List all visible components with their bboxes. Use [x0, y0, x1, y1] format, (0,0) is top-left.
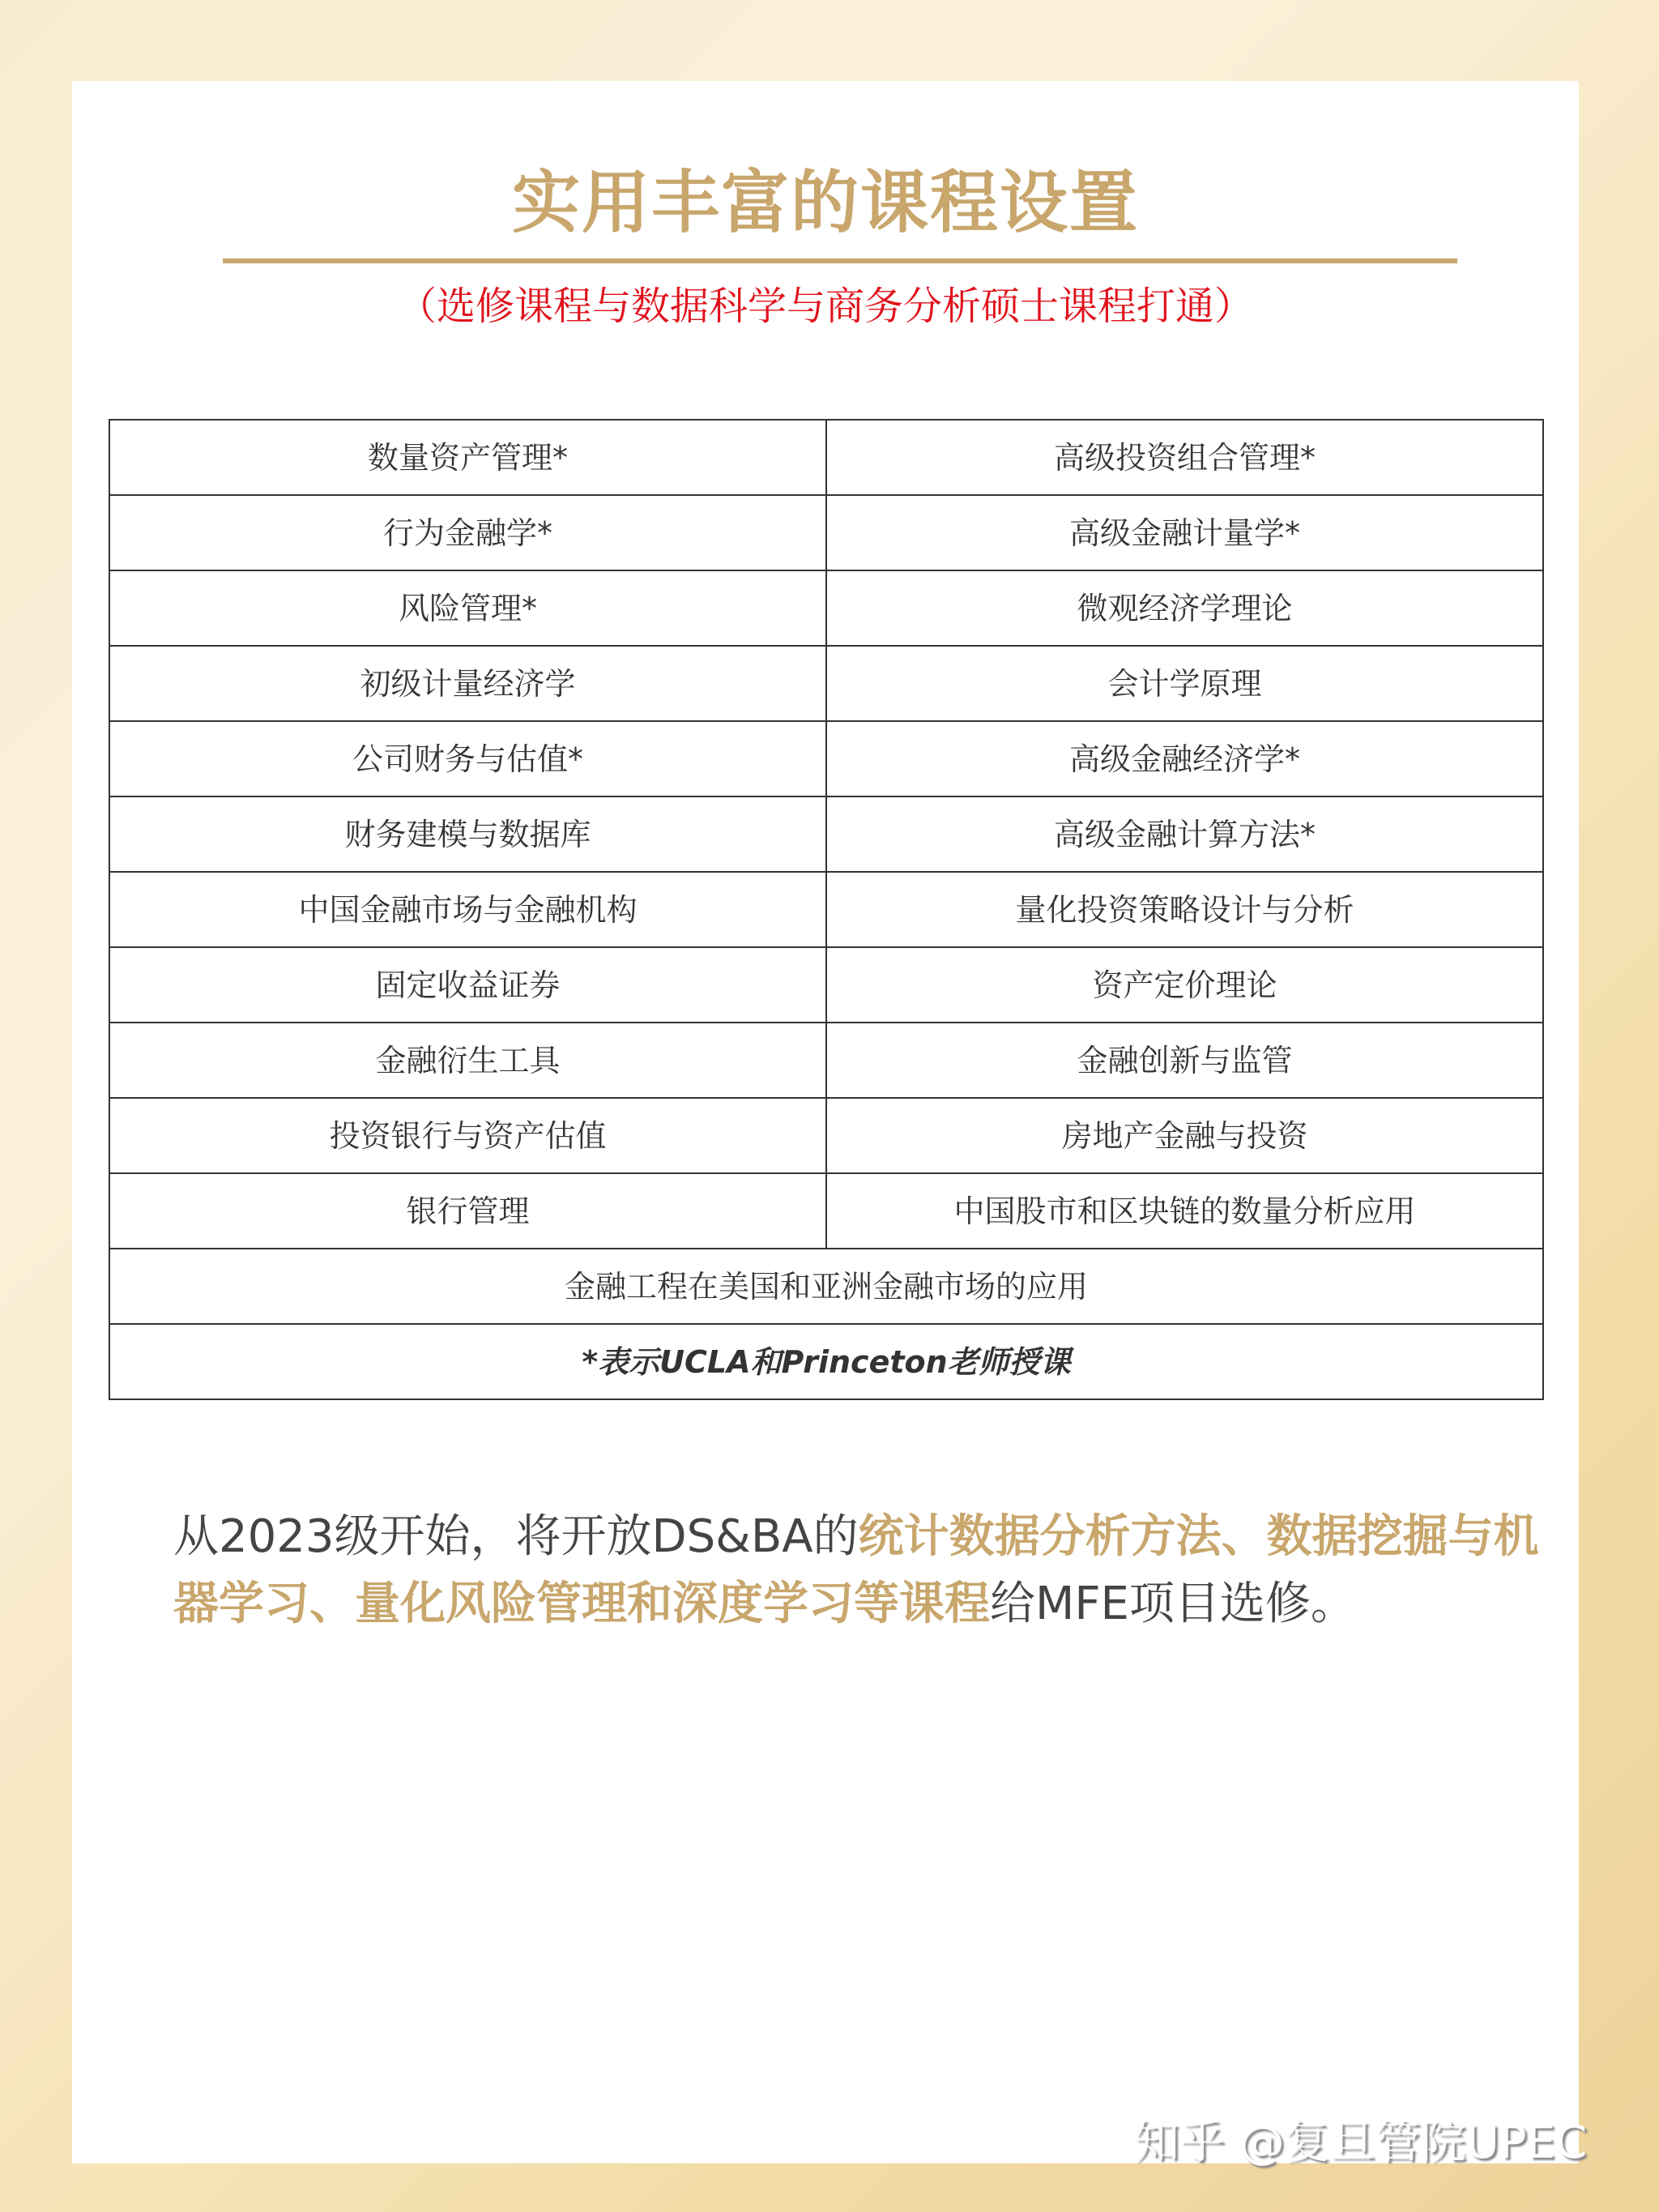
- course-cell: 量化投资策略设计与分析: [826, 872, 1543, 947]
- course-cell: 财务建模与数据库: [109, 796, 826, 872]
- course-cell: 中国股市和区块链的数量分析应用: [826, 1173, 1543, 1249]
- paragraph-text-end: 给MFE项目选修。: [990, 1578, 1356, 1630]
- table-row: [109, 1173, 1543, 1249]
- title-divider: [223, 258, 1457, 263]
- course-cell: 公司财务与估值*: [109, 721, 826, 796]
- course-cell: 高级金融计算方法*: [826, 796, 1543, 872]
- subtitle: （选修课程与数据科学与商务分析硕士课程打通）: [397, 284, 1253, 329]
- course-cell: 行为金融学*: [109, 495, 826, 570]
- table-note: *表示UCLA和Princeton老师授课: [109, 1324, 1543, 1399]
- course-cell: 会计学原理: [826, 646, 1543, 721]
- page-title: 实用丰富的课程设置: [511, 163, 1139, 242]
- course-cell: 微观经济学理论: [826, 570, 1543, 646]
- table-row: [109, 796, 1543, 872]
- table-row: [109, 1324, 1543, 1399]
- content-card: [72, 81, 1579, 2163]
- course-cell: 投资银行与资产估值: [109, 1098, 826, 1173]
- course-cell: 资产定价理论: [826, 947, 1543, 1023]
- watermark: 知乎 @复旦管院UPEC: [1134, 2116, 1588, 2169]
- course-cell: 银行管理: [109, 1173, 826, 1249]
- course-cell: 中国金融市场与金融机构: [109, 872, 826, 947]
- paragraph-text: 从2023级开始，将开放DS&BA的: [173, 1510, 859, 1563]
- course-cell: 高级金融计量学*: [826, 495, 1543, 570]
- course-table: [109, 419, 1544, 1400]
- course-cell: 金融衍生工具: [109, 1023, 826, 1098]
- course-cell: 数量资产管理*: [109, 420, 826, 495]
- table-row: [109, 721, 1543, 796]
- course-cell: 金融工程在美国和亚洲金融市场的应用: [109, 1249, 1543, 1324]
- description-paragraph: [173, 1503, 1550, 1638]
- table-row: [109, 872, 1543, 947]
- course-cell: 高级投资组合管理*: [826, 420, 1543, 495]
- table-row: [109, 947, 1543, 1023]
- course-cell: 金融创新与监管: [826, 1023, 1543, 1098]
- course-cell: 初级计量经济学: [109, 646, 826, 721]
- table-row: [109, 420, 1543, 495]
- table-row: [109, 1249, 1543, 1324]
- course-cell: 风险管理*: [109, 570, 826, 646]
- table-row: [109, 495, 1543, 570]
- table-row: [109, 646, 1543, 721]
- table-row: [109, 1023, 1543, 1098]
- table-row: [109, 570, 1543, 646]
- course-cell: 固定收益证券: [109, 947, 826, 1023]
- course-cell: 高级金融经济学*: [826, 721, 1543, 796]
- table-row: [109, 1098, 1543, 1173]
- paragraph-highlight: 统计数据分析方法、数据挖掘与机器学习、量化风险管理和深度学习等课程: [173, 1510, 1539, 1630]
- course-cell: 房地产金融与投资: [826, 1098, 1543, 1173]
